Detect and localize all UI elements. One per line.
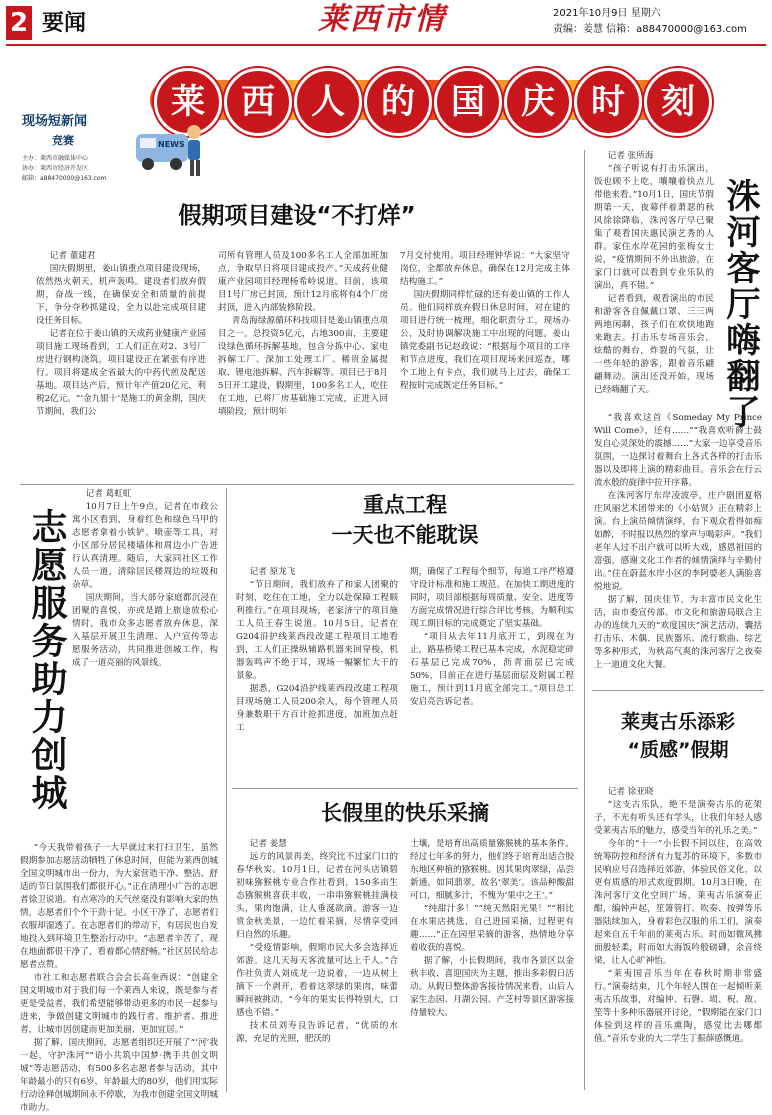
paragraph: 土壤，是培育出高质量猕猴桃的基本条件。经过七年多的努力，他们终于培育出适合胶东地区种植的猕猴桃。因其果肉翠绿，品尝新通，如同翡翠，故名‘翠美’。该品种酸甜可口，细腻多汁，不愧为‘果中之王’。” (410, 839, 574, 901)
paragraph: “莱夷国音乐当年在春秋时期非常盛行。”演奏结束，几个年轻人围在一起倾听莱夷古乐故事，对编钟、石磬、埙、柷、敔、笙等十多种乐器展开讨论，“假期能在家门口体验到这样的音乐熏陶，感觉比去哪都值。”音乐专业的大二学生丁振薛感慨道。 (594, 969, 762, 1044)
paragraph: 期，确保了工程每个细节，每道工序严格遵守设计标准和施工规范。在加快工期进度的同时，项目部根据每周质量、安全、进度等方面完成情况进行综合评比考核，为顺利实现工期目标的完成奠定了坚实基础。 (410, 567, 574, 629)
article-byline: 记者 董建君 (49, 251, 96, 261)
banner-char: 西 (224, 68, 292, 136)
news-badge (22, 114, 212, 190)
paragraph: 司所有管理人员及100多名工人全部加班加点，争取早日将项目建成投产。”天成药业健康产业园项目经理杨希岭说道。目前，该项目1号厂房已封顶，预计12月底将有4个厂房封顶，进入内部装修阶段。 (218, 251, 388, 313)
banner-char: 时 (574, 68, 642, 136)
paragraph: 据了解，小长假期间，我市各景区以金秋丰收、喜迎国庆为主题，推出多彩假日活动。从假日整体游客接待情况来看，山后人家生态园、月湖公园、产芝村等景区游客接待量较大。 (410, 956, 574, 1018)
paragraph: 记者看到，观看演出的市民和游客各自佩戴口罩、三三两两地闲聊，孩子们在欢快地跑来跑去。打击乐专场音乐会，炫酷的舞台，炸裂的气氛，让一些年轻的游客，跟着音乐翩翩舞动。演出还没开始，现场已经嗨翻了天。 (594, 294, 714, 395)
paragraph: 据了解，国庆佳节，为丰富市民文化生活，由市委宣传部、市文化和旅游局联合主办的连续九天的“欢度国庆”演艺活动，囊括打击乐、木偶、民族器乐、流行歌曲、综艺等多种形式，为秋高气爽的洙河客厅之夜奏上一道道文化大餐。 (594, 595, 762, 670)
article-column (236, 566, 398, 782)
article-project-construction (20, 198, 574, 484)
paragraph: 今年的“十一”小长假不同以往，在高效统筹防控和经济有力复苏的环境下，多数市民响应号召选择近郊游，体验民俗文化，以更有质感的形式欢度假期。10月3日晚，在洙河客厅文化空间广场，莱夷古乐演奏正酣，编钟声起，笙箫管打、吹奏、按弹等乐器陆续加入，身着彩色汉服的乐工们，演奏起来自五千年前的莱夷古乐。时而如微风拂面般轻柔，时而如大海饭吟般磅礴，余音绕梁，让人心旷神怡。 (594, 839, 762, 966)
article-column (594, 412, 762, 688)
article-column (410, 838, 574, 1094)
issue-date: 2021年10月9日 星期六 (553, 8, 661, 19)
paragraph: 市社工和志愿者联合会会长高奎西说：“创建全国文明城市对于我们每一个莱西人来说，既是参与者更是受益者，我们希望能够带动更多的市民一起参与进来，争做创建文明城市的践行者、维护者、推进者，让城市因创建而更加美丽、更加宜居。” (20, 973, 218, 1035)
paragraph: 记者在位于姜山镇的天成药业健康产业园项目施工现场看到，工人们正在对2、3号厂房进行钢构浇筑，项目建设正在紧张有序进行。项目将建成全省最大的中药代煎及配送基地。项目达产后，预计年产值20亿元，利税2亿元。“‘金九银十’是施工的黄金期，国庆节期间，我们公 (36, 329, 207, 417)
paragraph: 10月7日上午9点，记者在市政公寓小区看到，身着红色和绿色马甲的志愿者拿着小铁铲、喷壶等工具，对小区部分居民楼墙体和周边小广告进行认真清理。随后，大家同社区工作人员一道，清除居民楼周边的垃圾和杂草。 (72, 502, 218, 590)
paragraph: 国庆假期里，姜山镇重点项目建设现场，依然热火朝天，机声轰鸣。建设者们放弃假期，奋战一线，在确保安全和质量的前提下，争分夺秒抓建设，全力以赴完成项目建设任务目标。 (36, 264, 206, 326)
paragraph: 据了解，国庆期间，志愿者组织还开展了“‘河’我一起，守护洙河”“语小共筑中国梦·携手共创文明城”等志愿活动，有500多名志愿者参与活动，其中年龄最小的只有6岁，年龄最大的80岁，他们用实际行动诠释创城期间永不停歇，为我市创建全国文明城市助力。 (20, 1038, 218, 1113)
header-rule (6, 44, 766, 46)
badge-subtitle: 竞赛 (52, 134, 74, 147)
badge-host: 主办：莱西市融媒体中心 (22, 155, 89, 162)
article-column (36, 250, 206, 482)
section-title: 要闻 (42, 11, 87, 36)
paragraph: “孩子听说有打击乐演出，饭也顾不上吃，嚷嚷着快点儿带他来看。”10月1日，国庆节假期第一天，夜幕伴着萧瑟的秋风徐徐降临，洙河客厅早已聚集了观看国庆惠民演艺秀的人群。家住水岸花园的张梅女士说，“疫情期间不外出旅游，在家门口就可以看到专业乐队的演出，真不错。” (594, 164, 714, 291)
article-column (594, 786, 762, 1094)
article-byline: 记者 张所海 (607, 151, 654, 161)
page-number: 2 (9, 8, 29, 38)
news-van-label: NEWS (158, 140, 185, 149)
article-headline: “质感”假期 (627, 739, 729, 761)
article-byline: 记者 葛虹虹 (85, 489, 132, 499)
article-headline: 重点工程 (363, 493, 447, 517)
paragraph: 技术员刘寿良告诉记者，“优质的水源，充足的光照，肥沃的 (236, 1021, 398, 1044)
article-column (20, 842, 218, 1113)
article-headline: 洙河客厅嗨翻了 (720, 178, 760, 430)
article-byline: 记者 原龙飞 (249, 567, 296, 577)
divider (584, 150, 585, 1090)
news-van-icon (130, 114, 208, 184)
editor-line: 责编：姜慧 信箱：a88470000@163.com (553, 24, 747, 35)
banner-char: 庆 (504, 68, 572, 136)
divider (592, 690, 764, 691)
divider (232, 788, 578, 789)
badge-title: 现场短新闻 (22, 114, 88, 129)
article-column (594, 150, 714, 412)
banner-char: 莱 (154, 68, 222, 136)
article-vertical-headline (24, 508, 68, 812)
banner-char: 国 (434, 68, 502, 136)
banner-char: 刻 (644, 68, 712, 136)
page-header (0, 0, 772, 46)
article-headline: 一天也不能耽误 (331, 523, 479, 547)
article-vertical-headline (718, 178, 762, 430)
article-laiyi-music (592, 700, 764, 1096)
paragraph: “受疫情影响，假期市民大多会选择近郊游。这几天每天客流量可达上千人。”合作社负责人刘成龙一边说着，一边从树上摘下一个剥开，看着这翠绿的果肉，味蕾瞬间被挑动，“今年的果实长得特别大，口感也不错。” (236, 943, 398, 1018)
banner-char: 的 (364, 68, 432, 136)
paragraph: 在洙河客厅东岸凌波亭，庄户剧团夏格庄风丽艺术团带来的《小姑贤》正在精彩上演。台上演员倾情演绎，台下观众看得如痴如醉，不时报以热烈的掌声与喝彩声。“我们老年人过不出户就可以听大戏，感恩祖国的富强，感谢文化工作者的倾情演绎与辛勤付出。”住在蔚蓝水岸小区的李阿婆老人满脸喜悦地说。 (594, 491, 762, 592)
paragraph: “今天我带着孩子一大早就过来打扫卫生，虽然假期参加志愿活动牺牲了休息时间，但能为莱西创城全国文明城市出一份力，为大家营造干净、整洁、舒适的节日氛围我们都很开心。”正在清理小广告的志愿者徐卫说道。有点寒冷的天气丝毫没有影响大家的热情，志愿者们个个干劲十足。小区干净了，志愿者们衣服却湿透了。在志愿者们的带动下，有居民也自发地投入到环境卫生整治行动中。“志愿者辛苦了，现在地面都很干净了，看着都心情舒畅。”社区居民给志愿者点赞。 (20, 843, 218, 970)
paragraph: 7月交付使用。项目经理钟华说：“大家坚守岗位，全都放弃休息，确保在12月完成主体结构施工。” (400, 251, 570, 287)
banner-char: 人 (294, 68, 362, 136)
article-byline: 记者 姜慧 (249, 839, 287, 849)
badge-email: 邮箱：a88470000@163.com (22, 175, 107, 182)
article-headline: 假期项目建设“不打烊” (178, 203, 416, 229)
article-volunteer-service (20, 488, 220, 1113)
article-zhuhe-parlor (592, 150, 764, 690)
paragraph: “我喜欢这首《Someday My Prince Will Come》，还有……”“我喜欢听爵士鼓发自心灵深处的震撼……”大家一边享受音乐氛围，一边探讨着舞台上各式各样的打击乐器以及即将上演的精彩曲目。音乐会在行云流水般的旋律中拉开序幕。 (594, 413, 762, 488)
paragraph: 青岛海绿源循环科技项目是姜山镇重点项目之一。总投资5亿元，占地300亩，主要建设绿色循环拆解基地，包含分拣中心、家电拆解工厂、深加工处理工厂、稀贵金属提取、锂电池拆解、汽车拆解等。项目已于8月5日开工建设，假期里，100多名工人，吃住在工地，已将厂房基础施工完成，正进入回填阶段，预计明年 (218, 316, 388, 417)
paragraph: 国庆期间，当大部分家庭都沉浸在团聚的喜悦，亦或是踏上旅途放松心情时，我市众多志愿者放弃休息，深入基层开展卫生清理、人户宣传等志愿服务活动，共同推进创城工作，构成了一道亮丽的风景线。 (72, 593, 218, 668)
divider (20, 484, 574, 485)
paragraph: “纯甜汁多！”“纯天然阳光果！”“相比在水果店挑选，自己进园采摘，过程更有趣……”正在园里采摘的游客，热情地分享着收获的喜悦。 (410, 904, 574, 953)
article-column (218, 250, 388, 482)
paragraph: “项目从去年11月底开工，到现在为止，路基桥梁工程已基本完成，水泥稳定碎石基层已完成70%，沥青面层已完成50%，目前正在进行基层面层及附属工程施工，预计到11月底全部完工。”项目总工安启亮告诉记者。 (410, 632, 574, 707)
paragraph: “这支古乐队，绝不是演奏古乐的花架子，不光有听头还有学头，让我们年轻人感受莱夷古乐的魅力，感受当年的礼乐之美。” (594, 800, 762, 836)
paragraph: 远方的风景再美，终究比不过家门口的春华秋实。10月1日，记者在河头店镇碧初味猕猴桃专业合作社看到，150多亩生态猕猴桃喜获丰收，一串串猕猴桃挂满枝头，果肉饱满，让人垂涎欲滴。游客一边赏金秋美景，一边忙着采摘，尽情享受回归自然的乐趣。 (236, 852, 398, 940)
article-headline: 志愿服务助力创城 (26, 508, 67, 812)
article-headline: 莱夷古乐添彩 (620, 711, 735, 733)
paragraph: “节日期间，我们放弃了和家人团聚的时刻，吃住在工地，全力以赴保障工程顺利推行。”在项目现场，老家济宁的项目施工人员王春生说道。10月5日，记者在G204沿护线莱西段改建工程项目工地看到，工人们正操纵辅路机器来回穿梭，机器轰鸣声不绝于耳，现场一幅繁忙大干的景象。 (236, 580, 398, 681)
paragraph: 国庆假期同样忙碌的还有姜山镇的工作人员。他们同样放弃假日休息时间，对在建的项目进行统一梳理，细化职责分工，现场办公，及时协调解决施工中出现的问题。姜山镇党委副书记赵政说：“根据每个项目的工序和节点进度，我们在项目现场来回巡查，哪个工地上有卡点，我们就马上过去，确保工程按时完成既定任务目标。” (400, 290, 570, 391)
article-column (72, 488, 218, 842)
divider (226, 488, 227, 1092)
article-column (236, 838, 398, 1094)
article-key-project (232, 490, 578, 784)
masthead: 莱西市情 (318, 2, 446, 37)
paragraph: 据悉，G204沿护线莱西段改建工程项目现场施工人员200余人，每个管理人员身兼数职干方百计抢抓进度，加班加点赶工 (236, 684, 398, 733)
article-byline: 记者 徐亚晓 (607, 787, 654, 797)
badge-co-host: 协办：莱西市经济开发区 (22, 165, 89, 172)
article-headline: 长假里的快乐采摘 (321, 801, 489, 825)
article-column (410, 566, 574, 782)
banner (150, 60, 710, 140)
article-fruit-picking (232, 794, 578, 1096)
article-column (400, 250, 570, 482)
